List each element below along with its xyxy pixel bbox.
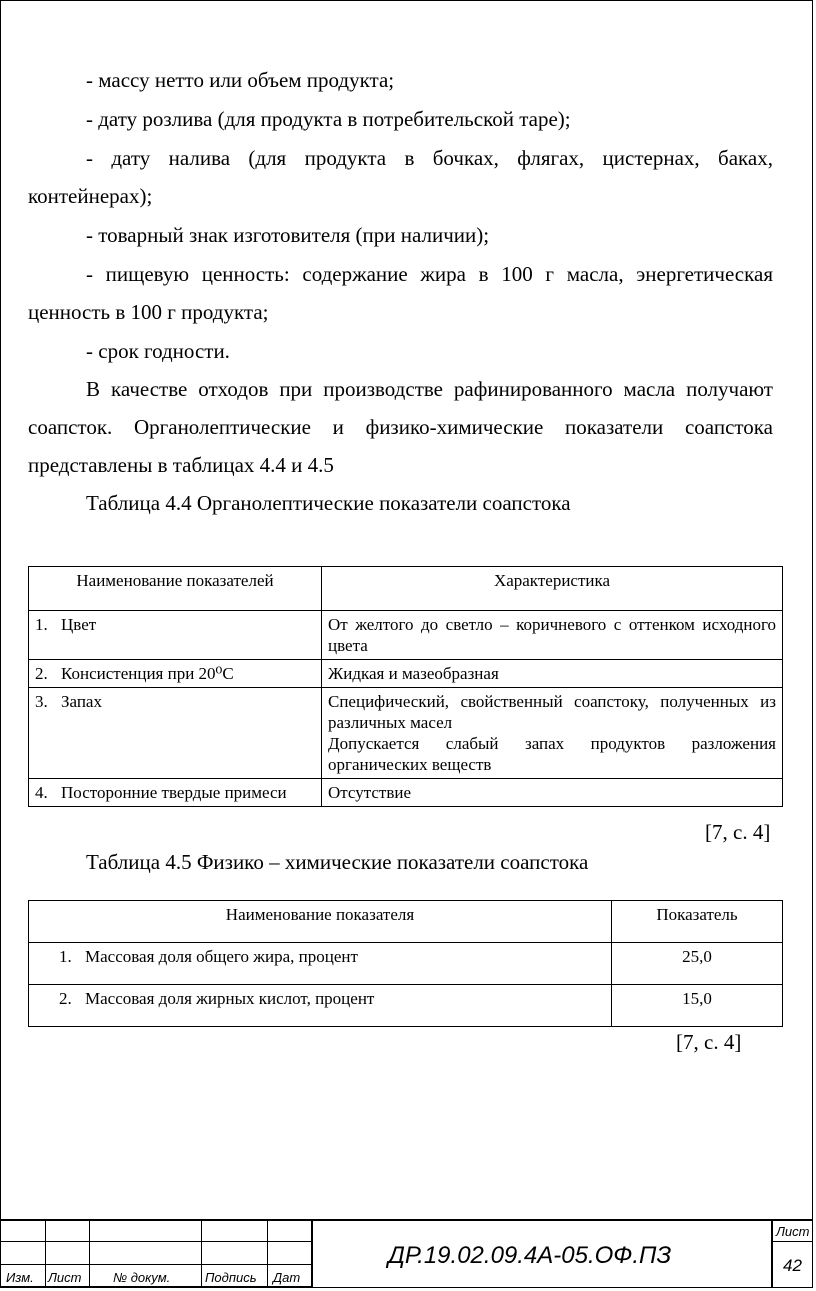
table1-reference: [7, с. 4] (705, 820, 771, 844)
stamp-sheet-label: Лист (776, 1224, 810, 1239)
table-row: 3. Запах (29, 688, 322, 779)
paragraph-5: - пищевую ценность: содержание жира в 100 г масла, энергетическая ценность в 100 г продукта; (28, 262, 773, 324)
table1-caption: Таблица 4.4 Органолептические показатели соапстока (86, 491, 571, 515)
title-block-stamp (0, 1219, 813, 1288)
stamp-label-date: Дат (273, 1270, 301, 1285)
stamp-label-document: № докум. (113, 1270, 171, 1285)
table-cell: Жидкая и мазеобразная (322, 660, 783, 688)
table-row: 1. Массовая доля общего жира, процент (29, 943, 612, 985)
table-organoleptic (28, 566, 783, 807)
table-row: 1. Цвет (29, 611, 322, 660)
stamp-label-change: Изм. (6, 1270, 34, 1285)
table2-header-name: Наименование показателя (29, 901, 612, 943)
table-row: 2. Массовая доля жирных кислот, процент (29, 985, 612, 1027)
paragraph-3: - дату налива (для продукта в бочках, флягах, цистернах, баках, контейнерах); (28, 146, 773, 208)
document-code: ДР.19.02.09.4А-05.ОФ.ПЗ (388, 1242, 672, 1269)
table2-caption: Таблица 4.5 Физико – химические показатели соапстока (86, 850, 589, 874)
table-cell: 15,0 (612, 985, 783, 1027)
table1-header-name: Наименование показателей (29, 567, 322, 611)
table2-header-value: Показатель (612, 901, 783, 943)
table-cell: От желтого до светло – коричневого с оттенком исходного цвета (322, 611, 783, 660)
stamp-label-sheet: Лист (48, 1270, 82, 1285)
paragraph-7: В качестве отходов при производстве рафинированного масла получают соапсток. Органолептические и физико-химические показатели соапстока представлены в таблицах 4.4 и 4.5 (28, 377, 773, 477)
paragraph-2: - дату розлива (для продукта в потребительской таре); (86, 107, 571, 131)
table2-reference: [7, с. 4] (676, 1030, 742, 1054)
table-cell: 25,0 (612, 943, 783, 985)
table-cell: Специфический, свойственный соапстоку, полученных из различных масел Допускается слабый запах продуктов разложения органических веществ (322, 688, 783, 779)
table-row: 2. Консистенция при 20⁰С (29, 660, 322, 688)
table-cell: Отсутствие (322, 779, 783, 807)
table1-header-value: Характеристика (322, 567, 783, 611)
paragraph-4: - товарный знак изготовителя (при наличии); (86, 223, 490, 247)
table-row: 4. Посторонние твердые примеси (29, 779, 322, 807)
sheet-number: 42 (783, 1256, 802, 1275)
paragraph-6: - срок годности. (86, 339, 230, 363)
stamp-label-signature: Подпись (205, 1270, 257, 1285)
table-physicochemical (28, 900, 783, 1027)
paragraph-1: - массу нетто или объем продукта; (86, 68, 395, 92)
